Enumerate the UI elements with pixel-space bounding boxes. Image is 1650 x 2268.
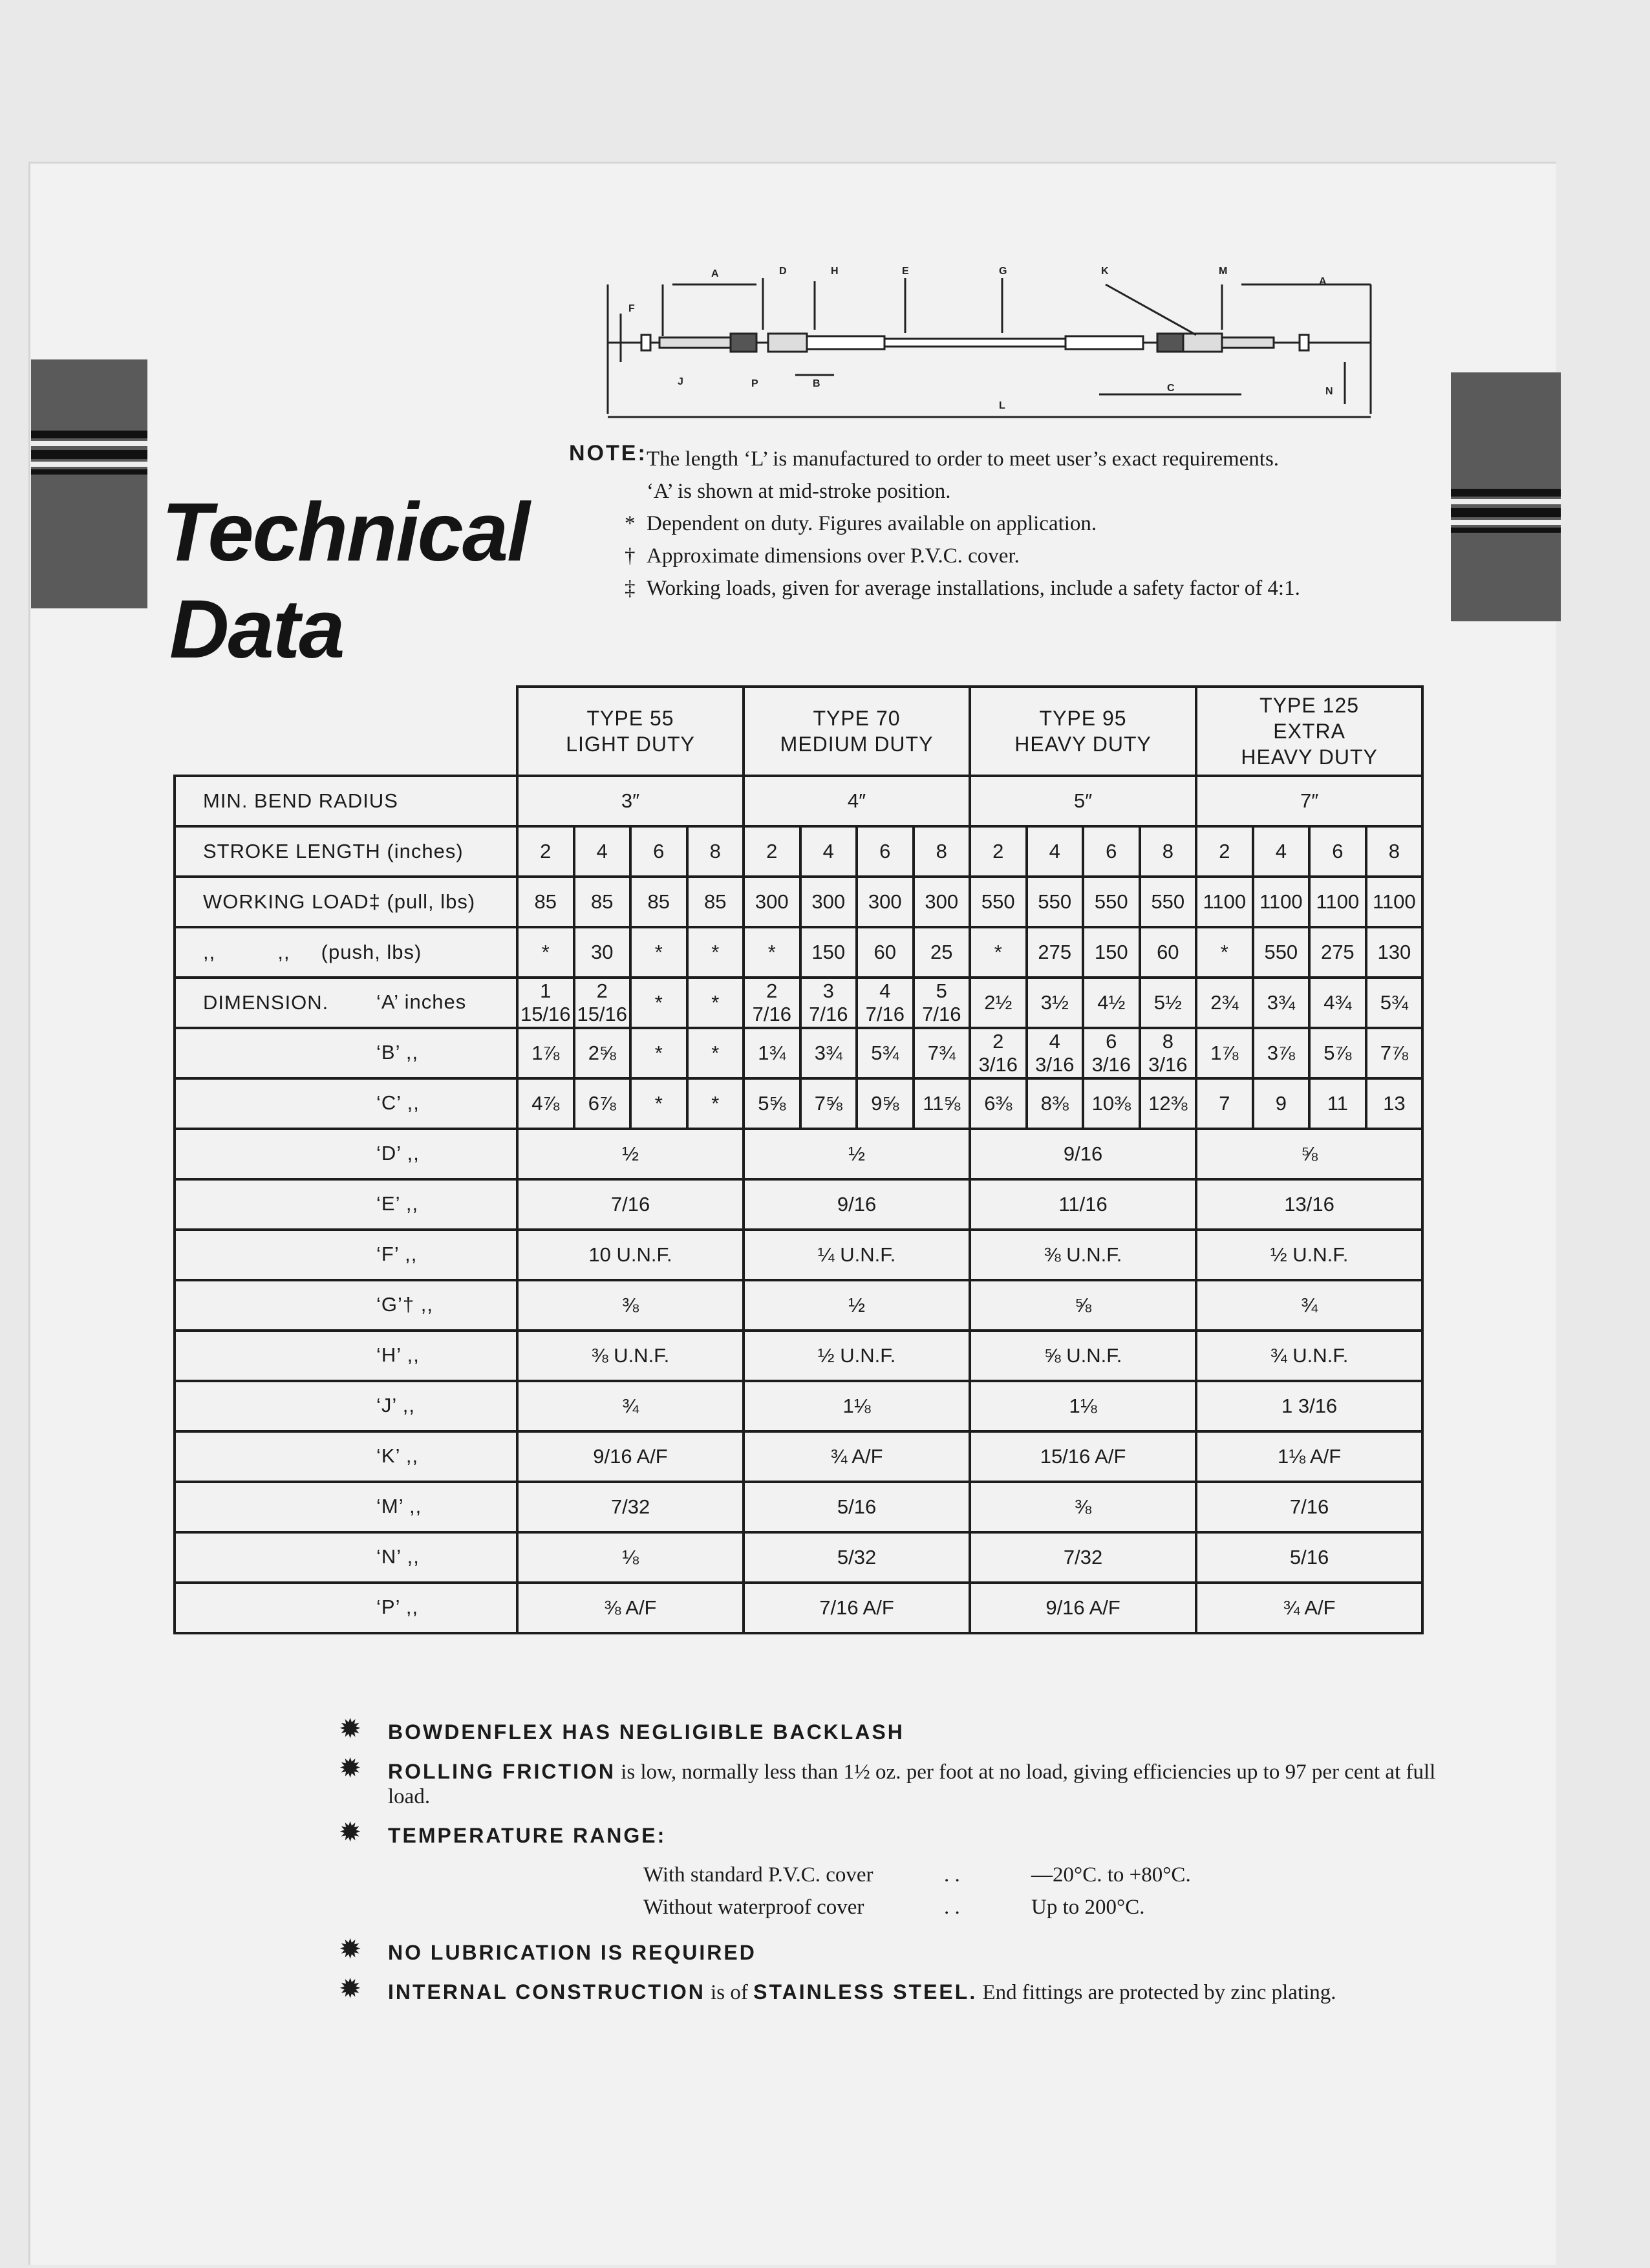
table-cell: 275 — [1027, 927, 1084, 978]
table-cell: 10 U.N.F. — [517, 1230, 744, 1280]
table-cell: 85 — [517, 877, 574, 927]
table-cell: 5¾ — [1366, 978, 1423, 1028]
diagram-label-g: G — [999, 266, 1007, 277]
table-cell: 4 — [574, 826, 631, 877]
row-label: ‘N’ ,, — [175, 1532, 517, 1583]
diagram-label-n: N — [1325, 386, 1333, 397]
table-cell: ⅜ U.N.F. — [517, 1331, 744, 1381]
table-cell: 8 3/16 — [1140, 1028, 1197, 1078]
table-cell: 2½ — [970, 978, 1027, 1028]
row-label: ‘H’ ,, — [175, 1331, 517, 1381]
table-cell: 7 — [1196, 1078, 1253, 1129]
table-cell: 13/16 — [1196, 1179, 1422, 1230]
diagram-label-m: M — [1219, 266, 1228, 277]
cable-diagram — [601, 259, 1377, 433]
table-cell: 150 — [800, 927, 857, 978]
row-label: ‘P’ ,, — [175, 1583, 517, 1633]
table-cell: * — [630, 978, 687, 1028]
table-cell: 7¾ — [914, 1028, 970, 1078]
table-cell: 2 — [517, 826, 574, 877]
table-cell: 1100 — [1309, 877, 1366, 927]
feature-bullets — [339, 1715, 1448, 2019]
row-label: ‘K’ ,, — [175, 1431, 517, 1482]
table-cell: 7″ — [1196, 776, 1422, 826]
table-cell: 1⅞ — [517, 1028, 574, 1078]
row-label: ,, ,, (push, lbs) — [175, 927, 517, 978]
table-cell: 2 — [744, 826, 800, 877]
table-cell: * — [630, 1028, 687, 1078]
table-cell: 4 — [800, 826, 857, 877]
table-cell: 9/16 — [744, 1179, 970, 1230]
type-70-header: TYPE 70 MEDIUM DUTY — [744, 687, 970, 776]
table-cell: 3 7/16 — [800, 978, 857, 1028]
diagram-label-l: L — [999, 400, 1005, 411]
table-cell: 4⅞ — [517, 1078, 574, 1129]
table-row — [175, 1583, 1422, 1633]
table-cell: 6 3/16 — [1083, 1028, 1140, 1078]
table-cell: 300 — [914, 877, 970, 927]
diagram-label-e: E — [902, 266, 909, 277]
table-cell: * — [687, 978, 744, 1028]
bullet-star-icon: ✹ — [339, 1974, 362, 2004]
table-row — [175, 1331, 1422, 1381]
right-stripe-band — [1451, 372, 1561, 621]
table-cell: 7/16 A/F — [744, 1583, 970, 1633]
note-line: ‘A’ is shown at mid-stroke position. — [647, 480, 951, 503]
table-row — [175, 978, 1422, 1028]
table-cell: * — [517, 927, 574, 978]
table-cell: 7⅞ — [1366, 1028, 1423, 1078]
table-cell: 5⅞ — [1309, 1028, 1366, 1078]
table-cell: 30 — [574, 927, 631, 978]
bullet-construction: ✹ INTERNAL CONSTRUCTION is of STAINLESS STEEL. End fittings are protected by zinc plating. — [339, 1974, 1336, 2004]
row-label: ‘C’ ,, — [175, 1078, 517, 1129]
table-cell: 1⅛ — [744, 1381, 970, 1431]
table-cell: 6⅞ — [574, 1078, 631, 1129]
table-cell: * — [630, 1078, 687, 1129]
table-cell: 550 — [1140, 877, 1197, 927]
table-cell: 11 — [1309, 1078, 1366, 1129]
table-row — [175, 1078, 1422, 1129]
note-line: † Approximate dimensions over P.V.C. cover. — [625, 544, 1020, 568]
table-header-row — [175, 687, 1422, 776]
table-cell: 1⅞ — [1196, 1028, 1253, 1078]
table-cell: ½ — [744, 1280, 970, 1331]
table-cell: 3½ — [1027, 978, 1084, 1028]
table-cell: ⅝ — [970, 1280, 1196, 1331]
table-cell: ¾ A/F — [1196, 1583, 1422, 1633]
table-cell: 6 — [1309, 826, 1366, 877]
note-line: The length ‘L’ is manufactured to order to meet user’s exact requirements. — [647, 447, 1280, 471]
bullet-star-icon: ✹ — [339, 1715, 362, 1744]
table-cell: 6 — [1083, 826, 1140, 877]
table-cell: ¾ U.N.F. — [1196, 1331, 1422, 1381]
table-cell: 7⅝ — [800, 1078, 857, 1129]
table-cell: 1⅛ A/F — [1196, 1431, 1422, 1482]
table-cell: 300 — [744, 877, 800, 927]
table-cell: 7/32 — [970, 1532, 1196, 1583]
table-cell: ½ — [517, 1129, 744, 1179]
table-cell: 5/16 — [744, 1482, 970, 1532]
table-cell: 1⅛ — [970, 1381, 1196, 1431]
table-row — [175, 1028, 1422, 1078]
table-cell: 8 — [1366, 826, 1423, 877]
table-cell: 5 7/16 — [914, 978, 970, 1028]
bullet-star-icon: ✹ — [339, 1754, 362, 1784]
table-cell: 13 — [1366, 1078, 1423, 1129]
type-55-header: TYPE 55 LIGHT DUTY — [517, 687, 744, 776]
row-label: DIMENSION. ‘A’ inches — [175, 978, 517, 1028]
table-row — [175, 776, 1422, 826]
table-cell: 150 — [1083, 927, 1140, 978]
technical-data-table — [173, 685, 1424, 1634]
table-cell: 5⅝ — [744, 1078, 800, 1129]
table-cell: 300 — [800, 877, 857, 927]
row-label: ‘E’ ,, — [175, 1179, 517, 1230]
table-cell: 2⅝ — [574, 1028, 631, 1078]
notes-block — [625, 446, 1384, 608]
table-cell: ⅝ — [1196, 1129, 1422, 1179]
temperature-row: With standard P.V.C. cover . . —20°C. to +80°C. — [643, 1863, 1191, 1887]
table-cell: ⅝ U.N.F. — [970, 1331, 1196, 1381]
note-heading: NOTE: — [569, 441, 647, 465]
diagram-label-j: J — [678, 376, 683, 387]
bullet-backlash: ✹ BOWDENFLEX HAS NEGLIGIBLE BACKLASH — [339, 1715, 905, 1744]
table-cell: 25 — [914, 927, 970, 978]
table-cell: 1100 — [1366, 877, 1423, 927]
table-cell: 2 — [1196, 826, 1253, 877]
bullet-lubrication: ✹ NO LUBRICATION IS REQUIRED — [339, 1935, 756, 1965]
table-cell: 6⅜ — [970, 1078, 1027, 1129]
diagram-label-f: F — [628, 303, 635, 314]
table-cell: 11⅝ — [914, 1078, 970, 1129]
row-label: STROKE LENGTH (inches) — [175, 826, 517, 877]
table-row — [175, 1431, 1422, 1482]
table-cell: 3″ — [517, 776, 744, 826]
row-label: MIN. BEND RADIUS — [175, 776, 517, 826]
table-cell: 60 — [857, 927, 914, 978]
table-row — [175, 1129, 1422, 1179]
table-cell: 5/32 — [744, 1532, 970, 1583]
table-row — [175, 1482, 1422, 1532]
page-title-data: Data — [169, 583, 344, 676]
table-cell: ⅜ A/F — [517, 1583, 744, 1633]
table-cell: ⅜ — [517, 1280, 744, 1331]
table-cell: 550 — [1253, 927, 1310, 978]
table-cell: 1 3/16 — [1196, 1381, 1422, 1431]
table-cell: 3⅞ — [1253, 1028, 1310, 1078]
table-cell: 8 — [914, 826, 970, 877]
diagram-label-c: C — [1167, 383, 1175, 394]
table-cell: 4 — [1027, 826, 1084, 877]
table-cell: 3¾ — [1253, 978, 1310, 1028]
table-cell: * — [687, 1028, 744, 1078]
table-cell: 7/32 — [517, 1482, 744, 1532]
table-cell: ½ U.N.F. — [744, 1331, 970, 1381]
table-cell: 2 3/16 — [970, 1028, 1027, 1078]
row-label: ‘G’† ,, — [175, 1280, 517, 1331]
diagram-label-h: H — [831, 266, 839, 277]
table-cell: 8⅜ — [1027, 1078, 1084, 1129]
table-cell: 1¾ — [744, 1028, 800, 1078]
table-cell: 1100 — [1253, 877, 1310, 927]
table-cell: 8 — [1140, 826, 1197, 877]
table-cell: 130 — [1366, 927, 1423, 978]
table-cell: 4 3/16 — [1027, 1028, 1084, 1078]
table-cell: 275 — [1309, 927, 1366, 978]
bullet-temperature: ✹ TEMPERATURE RANGE: — [339, 1818, 667, 1848]
type-125-header: TYPE 125 EXTRA HEAVY DUTY — [1196, 687, 1422, 776]
table-cell: 1 15/16 — [517, 978, 574, 1028]
table-cell: 2 7/16 — [744, 978, 800, 1028]
table-cell: * — [970, 927, 1027, 978]
page-title-technical: Technical — [162, 486, 529, 579]
table-cell: 2 — [970, 826, 1027, 877]
row-label: ‘D’ ,, — [175, 1129, 517, 1179]
table-cell: 15/16 A/F — [970, 1431, 1196, 1482]
table-row — [175, 927, 1422, 978]
table-cell: 10⅜ — [1083, 1078, 1140, 1129]
table-row — [175, 1381, 1422, 1431]
table-cell: 6 — [857, 826, 914, 877]
table-cell: 85 — [630, 877, 687, 927]
bullet-star-icon: ✹ — [339, 1818, 362, 1848]
table-cell: 85 — [574, 877, 631, 927]
table-cell: 9⅝ — [857, 1078, 914, 1129]
table-cell: 85 — [687, 877, 744, 927]
table-cell: * — [1196, 927, 1253, 978]
table-cell: 5/16 — [1196, 1532, 1422, 1583]
table-cell: 9/16 A/F — [970, 1583, 1196, 1633]
diagram-label-p: P — [751, 378, 758, 389]
table-cell: 5¾ — [857, 1028, 914, 1078]
table-cell: ⅜ U.N.F. — [970, 1230, 1196, 1280]
table-row — [175, 1230, 1422, 1280]
table-cell: 5½ — [1140, 978, 1197, 1028]
table-cell: 9/16 A/F — [517, 1431, 744, 1482]
diagram-label-b: B — [813, 378, 820, 389]
table-cell: 2 15/16 — [574, 978, 631, 1028]
table-row — [175, 877, 1422, 927]
table-cell: 9 — [1253, 1078, 1310, 1129]
bullet-star-icon: ✹ — [339, 1935, 362, 1965]
diagram-label-a-left: A — [711, 268, 719, 279]
row-label: ‘B’ ,, — [175, 1028, 517, 1078]
table-cell: 4 — [1253, 826, 1310, 877]
table-cell: 7/16 — [1196, 1482, 1422, 1532]
row-label: ‘J’ ,, — [175, 1381, 517, 1431]
table-row — [175, 1179, 1422, 1230]
table-cell: 9/16 — [970, 1129, 1196, 1179]
diagram-label-k: K — [1101, 266, 1109, 277]
note-line: * Dependent on duty. Figures available on application. — [625, 512, 1097, 535]
table-cell: 4″ — [744, 776, 970, 826]
table-cell: 11/16 — [970, 1179, 1196, 1230]
table-cell: ¼ U.N.F. — [744, 1230, 970, 1280]
table-cell: 4¾ — [1309, 978, 1366, 1028]
table-cell: * — [687, 1078, 744, 1129]
table-cell: 6 — [630, 826, 687, 877]
table-cell: 3¾ — [800, 1028, 857, 1078]
table-cell: 60 — [1140, 927, 1197, 978]
table-cell: 300 — [857, 877, 914, 927]
table-cell: * — [744, 927, 800, 978]
table-cell: ¾ — [517, 1381, 744, 1431]
table-cell: 2¾ — [1196, 978, 1253, 1028]
table-cell: ½ U.N.F. — [1196, 1230, 1422, 1280]
table-cell: 550 — [1083, 877, 1140, 927]
table-row — [175, 826, 1422, 877]
diagram-label-d: D — [779, 266, 787, 277]
table-cell: 7/16 — [517, 1179, 744, 1230]
type-95-header: TYPE 95 HEAVY DUTY — [970, 687, 1196, 776]
table-cell: 4 7/16 — [857, 978, 914, 1028]
row-label: WORKING LOAD‡ (pull, lbs) — [175, 877, 517, 927]
row-label: ‘F’ ,, — [175, 1230, 517, 1280]
diagram-label-a-right: A — [1319, 276, 1327, 287]
table-cell: ½ — [744, 1129, 970, 1179]
table-row — [175, 1532, 1422, 1583]
table-cell: ⅛ — [517, 1532, 744, 1583]
table-cell: * — [687, 927, 744, 978]
left-stripe-band — [31, 359, 147, 608]
table-cell: ⅜ — [970, 1482, 1196, 1532]
table-cell: * — [630, 927, 687, 978]
table-cell: ¾ — [1196, 1280, 1422, 1331]
table-cell: 1100 — [1196, 877, 1253, 927]
table-cell: 5″ — [970, 776, 1196, 826]
table-cell: ¾ A/F — [744, 1431, 970, 1482]
table-cell: 550 — [970, 877, 1027, 927]
table-row — [175, 1280, 1422, 1331]
note-line: ‡ Working loads, given for average installations, include a safety factor of 4:1. — [625, 577, 1300, 600]
bullet-rolling-friction: ✹ ROLLING FRICTION is low, normally less than 1½ oz. per foot at no load, giving efficiencies up to 97 per cent at full load. — [339, 1754, 1436, 1808]
table-cell: 12⅜ — [1140, 1078, 1197, 1129]
table-cell: 8 — [687, 826, 744, 877]
table-cell: 4½ — [1083, 978, 1140, 1028]
temperature-row: Without waterproof cover . . Up to 200°C. — [643, 1896, 1145, 1919]
table-cell: 550 — [1027, 877, 1084, 927]
row-label: ‘M’ ,, — [175, 1482, 517, 1532]
